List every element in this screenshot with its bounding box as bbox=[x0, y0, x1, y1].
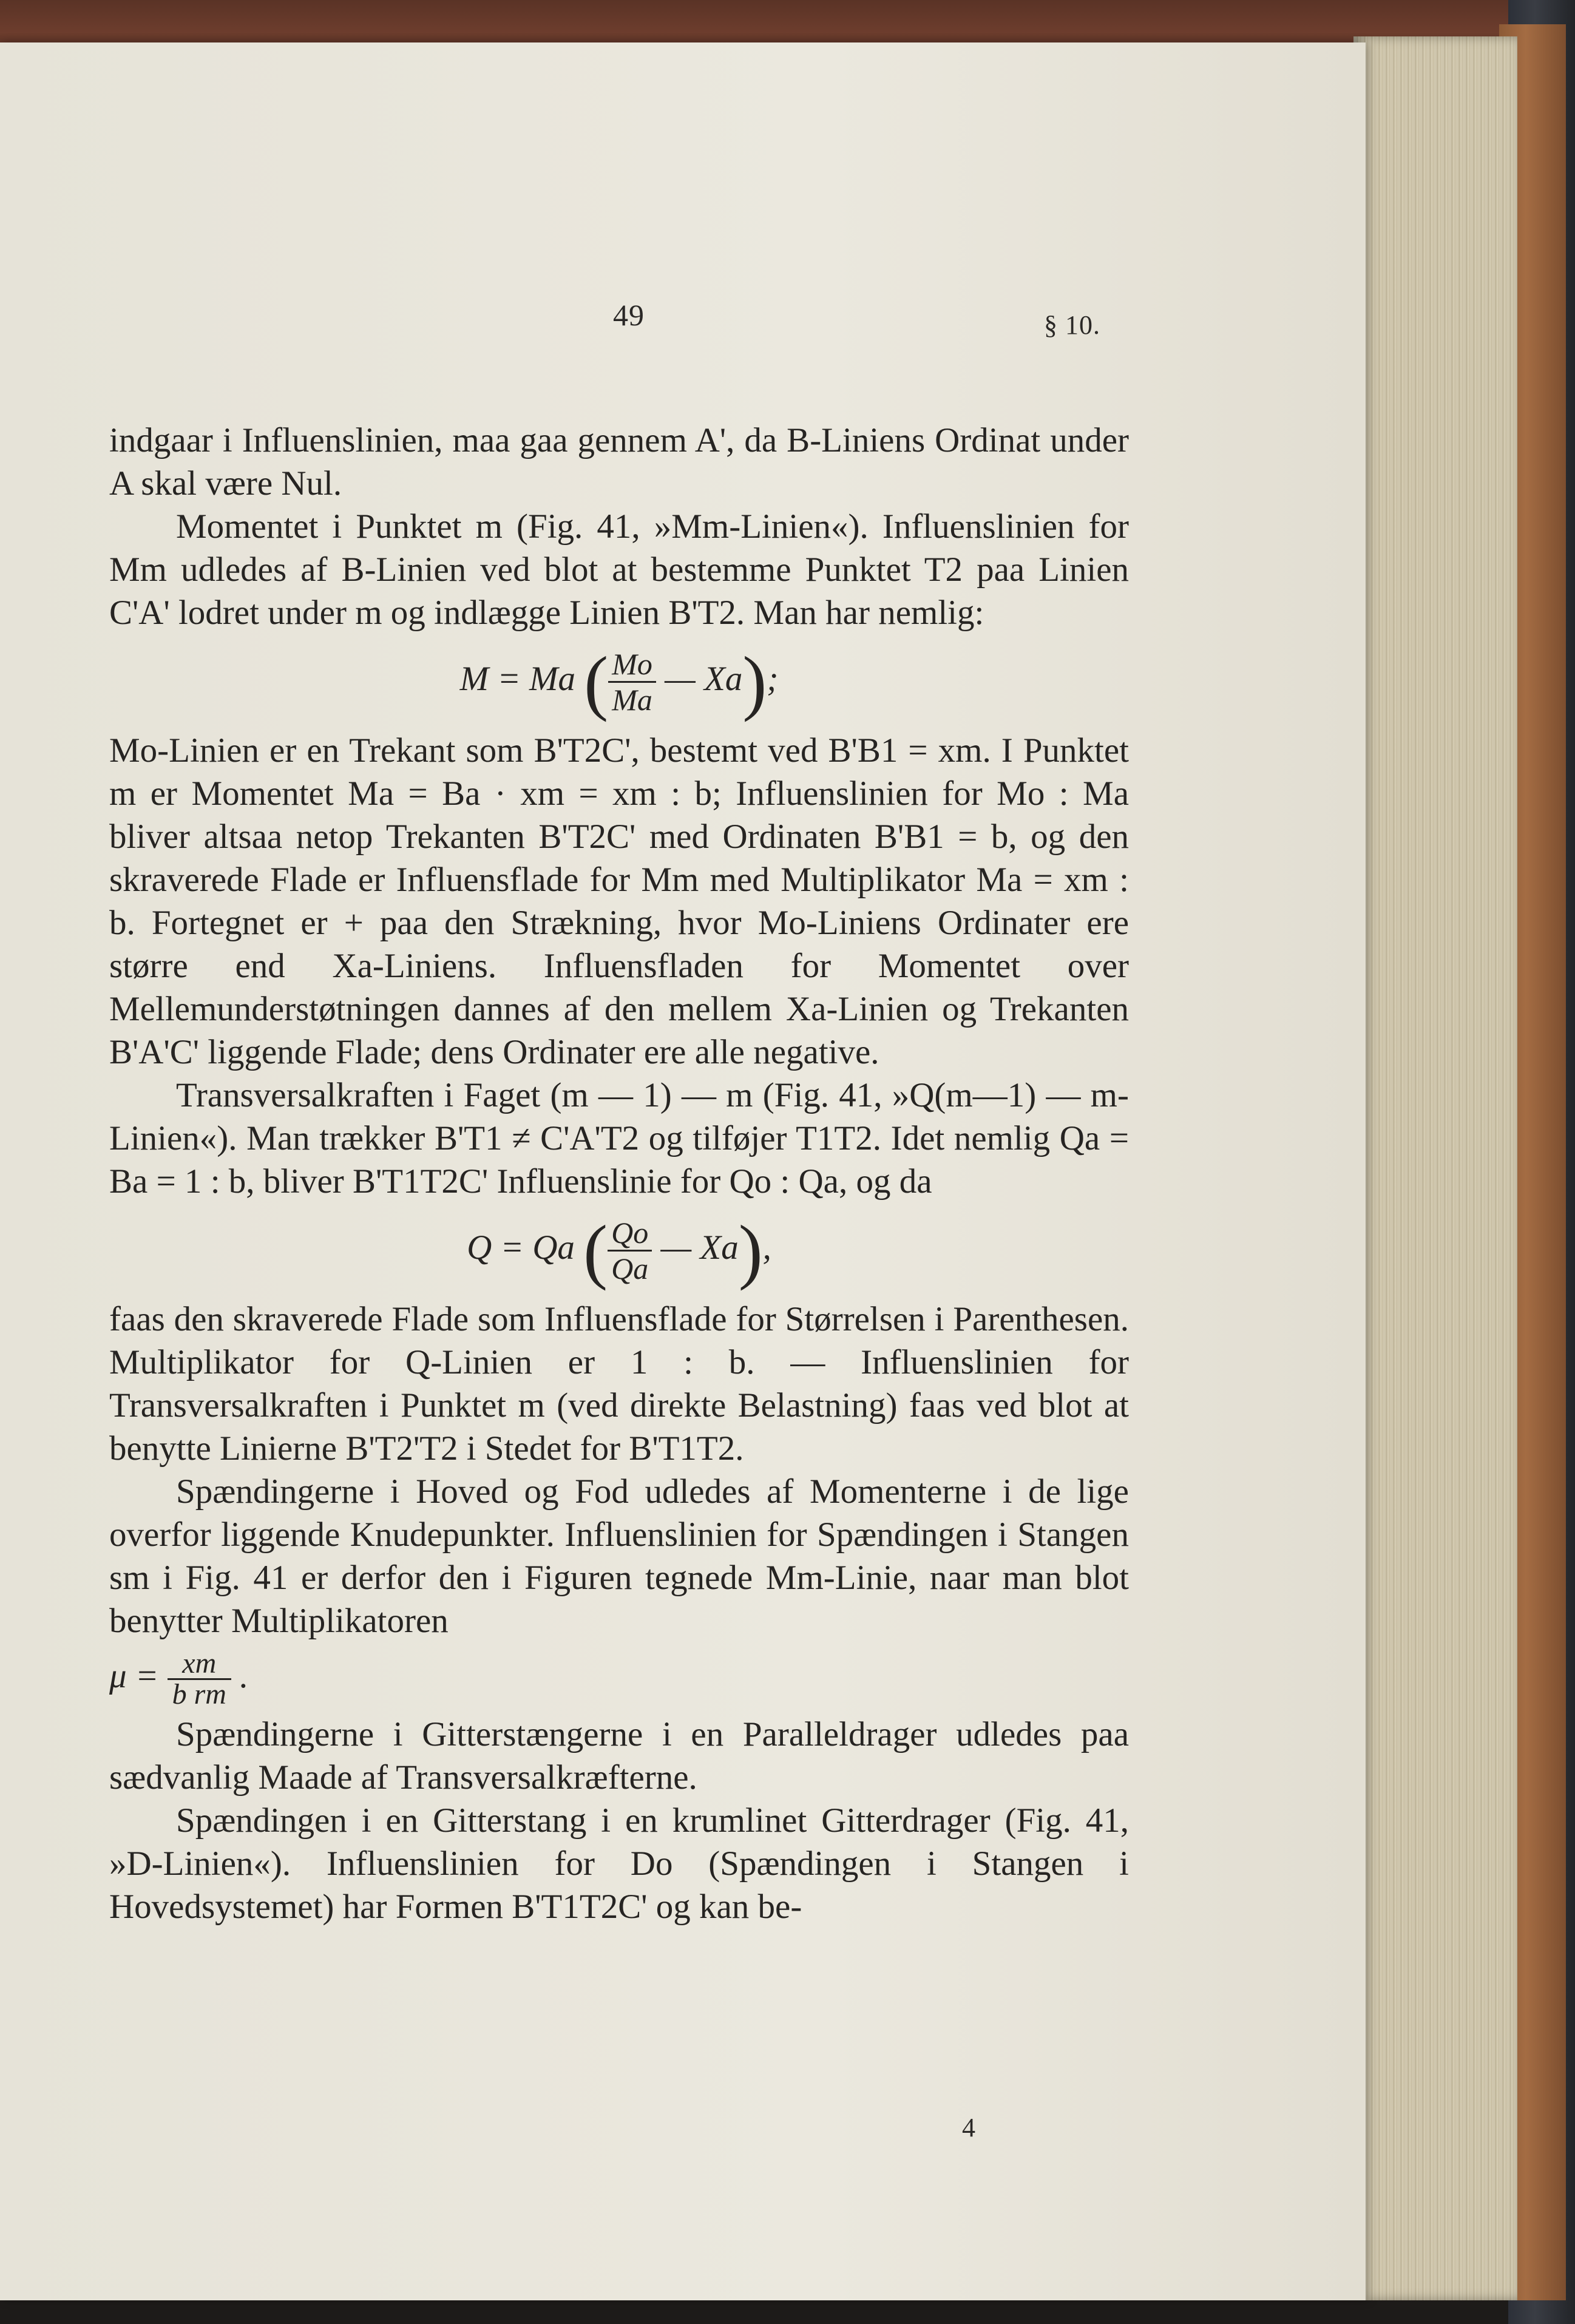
equation-moment-rest: — Xa bbox=[665, 660, 743, 698]
paragraph-2: Momentet i Punktet m (Fig. 41, »Mm-Linien«). Influenslinien for Mm udledes af B-Linien ved blot at bestemme Punktet T2 paa Linien C'A' lodret under m og indlægge Linien B'T2. Man har nemlig: bbox=[109, 507, 1129, 632]
section-marker: § 10. bbox=[1044, 310, 1100, 340]
equation-shear-lhs: Q = Qa bbox=[467, 1228, 575, 1267]
paren-close: ) bbox=[742, 641, 767, 722]
paragraph-5: faas den skraverede Flade som Influensflade for Størrelsen i Parenthesen. Multiplikator for Q-Linien er 1 : b. — Influenslinien for Transversalkraften i Punktet m (ved direkte Belastning) faas ved blot at benytte Linierne B'T2'T2 i Stedet for B'T1T2. bbox=[109, 1300, 1129, 1468]
paragraph-6: Spændingerne i Hoved og Fod udledes af Momenterne i de lige overfor liggende Knudepunkter. Influenslinien for Spændingen i Stangen sm i Fig. 41 er derfor den i Figuren tegnede Mm-Linie, naar man blot benytter Multiplikatoren bbox=[109, 1472, 1129, 1640]
paren-open: ( bbox=[584, 641, 609, 722]
equation-moment-lhs: M = Ma bbox=[459, 660, 576, 698]
equation-shear-denominator: Qa bbox=[611, 1252, 649, 1286]
equation-shear-fraction bbox=[608, 1216, 652, 1286]
equation-multiplier-tail: . bbox=[240, 1657, 249, 1695]
equation-moment-tail: ; bbox=[767, 660, 779, 698]
paragraph-3: Mo-Linien er en Trekant som B'T2C', bestemt ved B'B1 = xm. I Punktet m er Momentet Ma = Ba · xm = xm : b; Influenslinien for Mo : Ma bliver altsaa netop Trekanten B'T2C' med Ordinaten B'B1 = b, og den skraverede Flade er Influensflade for Mm med Multiplikator Ma = xm : b. Fortegnet er + paa den Strækning, hvor Mo-Liniens Ordinater ere større end Xa-Liniens. Influensfladen for Momentet over Mellemunderstøtningen dannes af den mellem Xa-Linien og Trekanten B'A'C' liggende Flade; dens Ordinater ere alle negative. bbox=[109, 731, 1129, 1071]
paragraph-4: Transversalkraften i Faget (m — 1) — m (Fig. 41, »Q(m—1) — m-Linien«). Man trækker B'T1 ≠ C'A'T2 og tilføjer T1T2. Idet nemlig Qa = Ba = 1 : b, bliver B'T1T2C' Influenslinie for Qo : Qa, og da bbox=[109, 1076, 1129, 1201]
paragraph-7: Spændingerne i Gitterstængerne i en Paralleldrager udledes paa sædvanlig Maade af Transversalkræfterne. bbox=[109, 1715, 1129, 1797]
paragraph-8: Spændingen i en Gitterstang i en krumlinet Gitterdrager (Fig. 41, »D-Linien«). Influenslinien for Do (Spændingen i Stangen i Hovedsystemet) har Formen B'T1T2C' og kan be- bbox=[109, 1801, 1129, 1926]
equation-shear-numerator: Qo bbox=[608, 1216, 652, 1252]
page-fore-edge bbox=[1353, 36, 1517, 2300]
equation-moment-numerator: Mo bbox=[608, 647, 656, 683]
paragraph-1: indgaar i Influenslinien, maa gaa gennem A', da B-Liniens Ordinat under A skal være Nul. bbox=[109, 421, 1129, 503]
book-page bbox=[0, 42, 1366, 2300]
equation-multiplier-denominator: b rm bbox=[172, 1678, 226, 1711]
equation-shear bbox=[109, 1210, 1129, 1291]
equation-shear-rest: — Xa bbox=[660, 1228, 739, 1267]
equation-shear-tail: , bbox=[762, 1228, 771, 1267]
paren-close: ) bbox=[738, 1210, 763, 1291]
equation-multiplier-numerator: xm bbox=[168, 1649, 231, 1680]
paren-open: ( bbox=[583, 1210, 608, 1291]
equation-multiplier-lhs: μ = bbox=[109, 1657, 159, 1695]
equation-moment-denominator: Ma bbox=[612, 683, 652, 717]
signature-mark: 4 bbox=[962, 2113, 975, 2143]
body-text bbox=[109, 419, 1129, 1928]
equation-moment-fraction bbox=[608, 647, 656, 717]
equation-multiplier-fraction bbox=[168, 1649, 231, 1709]
page-number: 49 bbox=[613, 298, 645, 332]
equation-moment bbox=[109, 641, 1129, 722]
equation-multiplier bbox=[109, 1646, 1129, 1711]
